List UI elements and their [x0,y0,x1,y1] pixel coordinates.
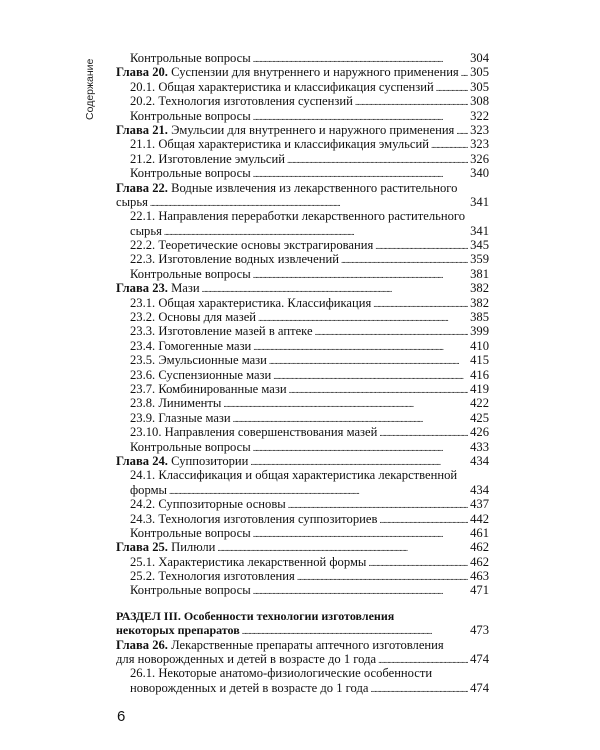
toc-entry-page: 462 [470,554,489,569]
toc-entry[interactable] [116,238,489,252]
toc-entry[interactable] [116,296,489,310]
toc-chapter-26-entry[interactable] [116,652,489,666]
toc-entry-page: 462 [470,540,489,555]
toc-entry-page: 323 [470,122,489,137]
toc-entry-text: 22.2. Теоретические основы экстрагирования [130,238,374,253]
toc-entry-page: 422 [470,396,489,411]
toc-entry-title [130,137,429,151]
leader-dots [223,396,468,411]
page-number: 6 [117,708,126,725]
toc-entry-text: 23.7. Комбинированные мази [130,381,287,396]
running-header-vertical [82,54,98,144]
toc-chapter-entry[interactable] [116,281,489,295]
leader-dots [242,623,468,638]
toc-section-3-entry[interactable] [116,623,489,637]
chapter-26-title-line1: Лекарственные препараты аптечного изготовления [167,637,444,652]
chapter-26-number: Глава 26. [116,637,168,652]
toc-entry-title [130,152,285,166]
toc-entry-text: Суспензии для внутреннего и наружного применения [167,65,459,80]
toc-entry[interactable] [116,152,489,166]
toc-entry[interactable] [116,569,489,583]
toc-entry-title [130,512,377,526]
toc-entry[interactable] [116,583,489,597]
toc-entry-title [130,555,366,569]
toc-entry-title [130,310,256,324]
toc-entry-title [130,526,251,540]
toc-chapter-22-entry[interactable] [116,195,489,209]
toc-entry-page: 359 [470,252,489,267]
leader-dots [297,569,468,584]
toc-entry[interactable] [116,166,489,180]
toc-entry-text: Эмульсии для внутреннего и наружного применения [167,122,455,137]
toc-entry[interactable] [116,512,489,526]
toc-entry-text: 21.2. Изготовление эмульсий [130,151,285,166]
toc-entry-page: 304 [470,51,489,65]
chapter-22-number: Глава 22. [116,180,168,195]
toc-entry-page: 345 [470,238,489,253]
toc-entry-title [116,281,200,295]
toc-entry[interactable] [116,526,489,540]
toc-group-low [116,497,489,598]
toc-entry-title [130,368,271,382]
leader-dots [164,224,468,239]
leader-dots [341,252,468,267]
leader-dots [253,526,468,541]
toc-entry-title [130,583,251,597]
toc-26-1-title-line1: 26.1. Некоторые анатомо-физиологические особенности [130,666,433,681]
toc-section-3-title-line2: некоторых препаратов [116,623,240,638]
leader-dots [217,540,468,555]
toc-entry-page: 442 [470,511,489,526]
leader-dots [431,137,468,152]
toc-entry-page: 382 [470,281,489,296]
leader-dots [169,483,468,498]
toc-entry-title [130,396,221,410]
toc-entry-page: 308 [470,94,489,109]
leader-dots [202,281,468,296]
toc-entry[interactable] [116,324,489,338]
toc-entry[interactable] [116,382,489,396]
toc-entry[interactable] [116,440,489,454]
toc-entry-text: 23.3. Изготовление мазей в аптеке [130,324,313,339]
toc-entry-page: 415 [470,353,489,368]
chapter-number: Глава 23. [116,281,168,296]
leader-dots [456,123,468,138]
toc-26-1-page: 474 [470,680,489,695]
toc-entry[interactable] [116,368,489,382]
toc-entry-text: Мази [167,281,200,296]
toc-22-1-title-line2: сырья [130,223,162,238]
toc-entry[interactable] [116,137,489,151]
toc-group-top [116,51,489,181]
leader-dots [253,166,468,181]
chapter-22-title-line2: сырья [116,194,148,209]
leader-dots [150,195,468,210]
leader-dots [379,512,468,527]
toc-entry-page: 323 [470,137,489,152]
toc-entry-page: 433 [470,439,489,454]
toc-entry-text: 23.10. Направления совершенствования мазей [130,425,378,440]
toc-entry-text: 24.3. Технология изготовления суппозиториев [130,511,378,526]
toc-24-1-entry[interactable] [116,483,489,497]
toc-entry-text: 22.3. Изготовление водных извлечений [130,252,339,267]
toc-entry-text: 21.1. Общая характеристика и классификация эмульсий [130,137,429,152]
toc-entry-title [130,109,251,123]
running-header-text: Содержание [84,58,96,120]
toc-entry-title [116,123,454,137]
leader-dots [253,583,468,598]
toc-entry-title [130,411,231,425]
toc-entry-text: 23.8. Линименты [130,396,222,411]
toc-entry-page: 322 [470,108,489,123]
toc-entry-page: 419 [470,381,489,396]
toc-entry-page: 305 [470,79,489,94]
toc-chapter-entry[interactable] [116,454,489,468]
toc-entry-page: 399 [470,324,489,339]
leader-dots [253,109,468,124]
toc-entry-text: 24.2. Суппозиторные основы [130,497,286,512]
toc-entry[interactable] [116,252,489,266]
toc-entry-page: 381 [470,266,489,281]
toc-entry[interactable] [116,51,489,65]
toc-entry-title [130,324,313,338]
toc-entry[interactable] [116,555,489,569]
leader-dots [378,652,468,667]
toc-entry-text: Пилюли [167,540,216,555]
toc-entry-text: 20.1. Общая характеристика и классификация суспензий [130,79,434,94]
toc-entry-title [130,296,371,310]
toc-entry-page: 437 [470,497,489,512]
toc-entry-page: 410 [470,338,489,353]
toc-entry-title [130,94,353,108]
chapter-22-page: 341 [470,194,489,209]
section-gap [116,598,489,609]
toc-entry-text: Контрольные вопросы [130,583,251,598]
leader-dots [436,80,468,95]
toc-entry-title [116,454,248,468]
toc-entry-text: Суппозитории [167,453,249,468]
toc-entry-text: Контрольные вопросы [130,266,251,281]
toc-entry-text: Контрольные вопросы [130,51,251,65]
leader-dots [258,310,468,325]
chapter-number: Глава 24. [116,453,168,468]
toc-24-1-page: 434 [470,482,489,497]
toc-entry[interactable] [116,310,489,324]
chapter-number: Глава 21. [116,122,168,137]
toc-entry-title [116,540,215,554]
toc-entry-title [130,382,287,396]
toc-entry[interactable] [116,425,489,439]
toc-entry-title [130,569,295,583]
toc-entry-page: 426 [470,425,489,440]
leader-dots [233,411,468,426]
leader-dots [373,296,468,311]
toc-entry-title [130,166,251,180]
toc-entry[interactable] [116,411,489,425]
leader-dots [370,681,468,696]
chapter-26-title-line2: для новорожденных и детей в возрасте до 1 года [116,652,377,667]
leader-dots [253,267,468,282]
toc-section-3-page: 473 [470,623,489,638]
toc-entry-title [116,65,459,79]
toc-entry-page: 326 [470,151,489,166]
toc-entry[interactable] [116,353,489,367]
toc-entry-text: 23.9. Глазные мази [130,410,231,425]
toc-entry-text: Контрольные вопросы [130,439,251,454]
leader-dots [269,353,468,368]
toc-chapter-entry[interactable] [116,540,489,554]
toc-entry-page: 425 [470,410,489,425]
toc-chapter-entry[interactable] [116,65,489,79]
toc-chapter-26-title [116,638,489,652]
toc-26-1-title-line2: новорожденных и детей в возрасте до 1 года [130,680,369,695]
leader-dots [368,555,468,570]
leader-dots [355,94,468,109]
toc-entry-title [130,339,251,353]
leader-dots [287,152,468,167]
table-of-contents [116,51,489,695]
toc-entry-title [130,497,286,511]
leader-dots [375,238,468,253]
toc-entry-page: 340 [470,166,489,181]
leader-dots [461,65,468,80]
toc-entry-text: 23.4. Гомогенные мази [130,338,252,353]
toc-entry-text: Контрольные вопросы [130,166,251,181]
toc-entry-page: 463 [470,569,489,584]
leader-dots [288,497,468,512]
chapter-number: Глава 25. [116,540,168,555]
toc-26-1-entry[interactable] [116,681,489,695]
toc-chapter-entry[interactable] [116,123,489,137]
toc-group-mid [116,238,489,468]
toc-entry-text: 23.2. Основы для мазей [130,310,257,325]
toc-entry-text: 20.2. Технология изготовления суспензий [130,94,353,109]
toc-entry-text: 23.6. Суспензионные мази [130,367,272,382]
toc-entry[interactable] [116,80,489,94]
toc-entry-title [130,51,251,65]
toc-entry-title [130,425,377,439]
toc-entry-title [130,252,339,266]
toc-entry-page: 461 [470,525,489,540]
toc-entry-page: 434 [470,453,489,468]
leader-dots [253,440,468,455]
toc-entry-title [130,238,373,252]
toc-22-1-title-line1: 22.1. Направления переработки лекарственного растительного [130,209,466,224]
leader-dots [315,324,468,339]
leader-dots [273,368,468,383]
toc-entry-text: 23.5. Эмульсионные мази [130,353,267,368]
toc-24-1-title-line2: формы [130,482,167,497]
toc-entry-page: 305 [470,65,489,80]
toc-entry-text: Контрольные вопросы [130,108,251,123]
toc-entry-page: 385 [470,310,489,325]
leader-dots [379,425,468,440]
toc-entry-text: 23.1. Общая характеристика. Классификация [130,295,372,310]
toc-entry-text: 25.2. Технология изготовления [130,569,295,584]
leader-dots [253,51,468,66]
leader-dots [289,382,468,397]
toc-chapter-22-title [116,181,489,195]
toc-entry-title [130,440,251,454]
toc-entry[interactable] [116,109,489,123]
toc-section-3-title-line1: РАЗДЕЛ III. Особенности технологии изготовления [116,608,395,623]
toc-entry[interactable] [116,339,489,353]
toc-entry-page: 471 [470,583,489,598]
toc-entry[interactable] [116,94,489,108]
toc-entry-text: Контрольные вопросы [130,525,251,540]
toc-entry-text: 25.1. Характеристика лекарственной формы [130,554,367,569]
toc-22-1-page: 341 [470,223,489,238]
toc-entry[interactable] [116,497,489,511]
toc-entry-title [130,267,251,281]
toc-entry-page: 382 [470,295,489,310]
chapter-number: Глава 20. [116,65,168,80]
toc-24-1-title-line1: 24.1. Классификация и общая характеристика лекарственной [130,468,458,483]
chapter-26-page: 474 [470,652,489,667]
chapter-22-title-line1: Водные извлечения из лекарственного растительного [167,180,458,195]
toc-22-1-entry[interactable] [116,224,489,238]
leader-dots [250,454,468,469]
toc-entry-title [130,80,434,94]
toc-entry[interactable] [116,267,489,281]
toc-entry-title [130,353,267,367]
toc-entry-page: 416 [470,367,489,382]
toc-entry[interactable] [116,396,489,410]
leader-dots [253,339,468,354]
